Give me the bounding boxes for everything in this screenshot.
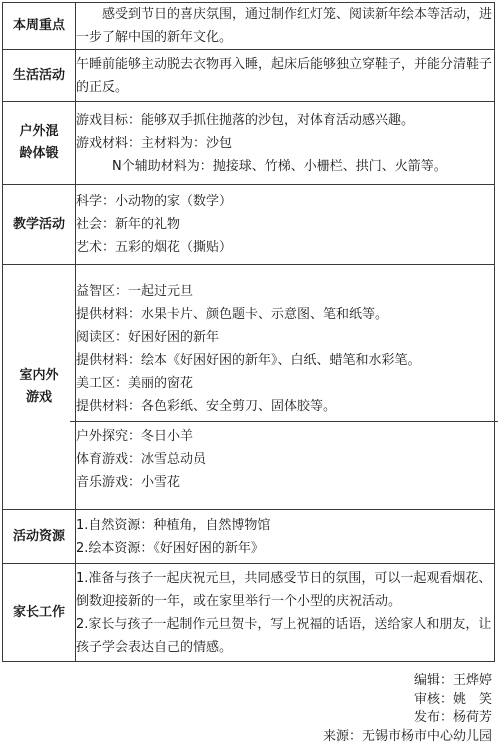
outdoor-game-goal: 游戏目标：能够双手抓住抛落的沙包，对体育活动感兴趣。 <box>76 112 415 128</box>
credits-footer <box>323 672 492 746</box>
indoor-area-art: 美工区：美丽的窗花 <box>76 376 194 391</box>
credit-publisher: 发布：杨荷芳 <box>413 710 492 725</box>
label-indoor-outdoor-line1: 室内外 <box>19 368 59 383</box>
life-activity-text: 午睡前能够主动脱去衣物再入睡，起床后能够独立穿鞋子，并能分清鞋子的正反。 <box>76 56 493 95</box>
credit-source: 来源：无锡市杨市中心幼儿园 <box>322 728 492 744</box>
label-activity-resources: 活动资源 <box>3 510 76 564</box>
teaching-item-art: 艺术：五彩的烟花（撕贴） <box>76 240 233 255</box>
parent-work-item-2: 2.家长与孩子一起制作元旦贺卡，写上祝福的话语，送给家人和朋友，让孩子学会表达自己的情感。 <box>76 616 492 655</box>
indoor-reading-materials: 提供材料：绘本《好困好困的新年》、白纸、蜡笔和水彩笔。 <box>76 353 421 368</box>
label-outdoor-exercise-line1: 户外混 <box>19 124 59 139</box>
indoor-outdoor-divider <box>70 421 498 422</box>
credit-reviewer: 审核：姚 笑 <box>413 691 492 707</box>
outdoor-sports-game: 体育游戏：冰雪总动员 <box>76 452 207 467</box>
row-activity-resources <box>3 510 495 564</box>
row-parent-work <box>3 564 495 662</box>
label-parent-work: 家长工作 <box>3 564 76 662</box>
label-outdoor-exercise-line2: 龄体锻 <box>19 146 59 161</box>
row-life-activity <box>3 50 495 102</box>
row-outdoor-exercise <box>3 102 495 185</box>
row-indoor-outdoor-games <box>3 265 495 510</box>
row-weekly-focus <box>3 3 495 50</box>
indoor-area-reading: 阅读区：好困好困的新年 <box>76 330 220 345</box>
weekly-plan-table <box>2 2 495 662</box>
row-teaching-activity <box>3 185 495 265</box>
label-indoor-outdoor-line2: 游戏 <box>25 390 52 405</box>
weekly-focus-text: 感受到节日的喜庆氛围，通过制作红灯笼、阅读新年绘本等活动，进一步了解中国的新年文化。 <box>76 7 493 45</box>
parent-work-item-1: 1.准备与孩子一起庆祝元旦，共同感受节日的氛围，可以一起观看烟花、倒数迎接新的一年，或在家里举行一个小型的庆祝活动。 <box>76 570 492 609</box>
teaching-item-society: 社会：新年的礼物 <box>76 217 181 232</box>
indoor-area-puzzle: 益智区：一起过元旦 <box>76 284 194 299</box>
credit-editor: 编辑：王烨婷 <box>413 673 492 688</box>
indoor-puzzle-materials: 提供材料：水果卡片、颜色题卡、示意图、笔和纸等。 <box>76 307 389 322</box>
teaching-item-science: 科学：小动物的家（数学） <box>76 194 233 209</box>
indoor-art-materials: 提供材料：各色彩纸、安全剪刀、固体胶等。 <box>76 399 337 414</box>
label-weekly-focus: 本周重点 <box>3 3 76 50</box>
outdoor-music-game: 音乐游戏：小雪花 <box>76 475 181 490</box>
outdoor-game-material-main: 游戏材料：主材料为：沙包 <box>76 135 233 151</box>
outdoor-game-material-aux: N个辅助材料为：抛接球、竹梯、小栅栏、拱门、火箭等。 <box>112 158 447 174</box>
resource-natural: 1.自然资源：种植角，自然博物馆 <box>76 517 271 533</box>
outdoor-explore: 户外探究：冬日小羊 <box>76 429 194 444</box>
resource-picture-book: 2.绘本资源：《好困好困的新年》 <box>76 540 264 556</box>
label-life-activity: 生活活动 <box>3 50 76 102</box>
label-teaching-activity: 教学活动 <box>3 185 76 265</box>
